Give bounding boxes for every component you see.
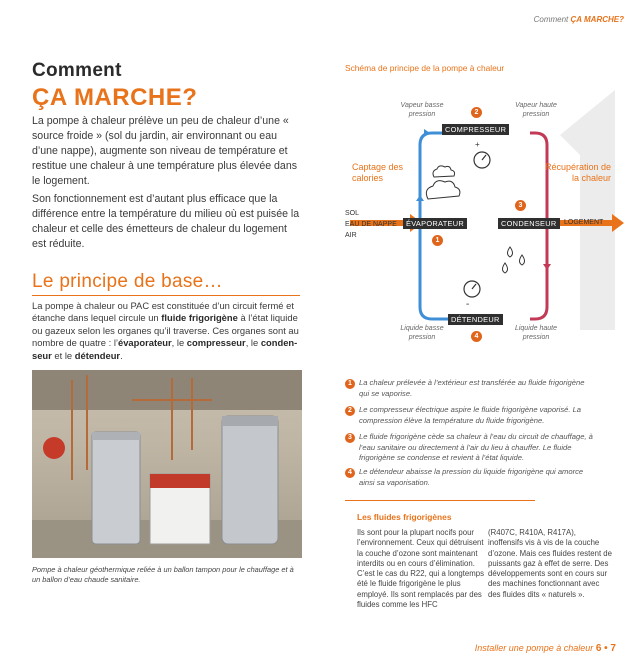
term-evaporateur: évaporateur [118,337,172,349]
compresseur-box: COMPRESSEUR [442,124,509,135]
heat-pump-illustration [32,370,302,558]
source-eau: EAU DE NAPPE [345,221,397,228]
header-highlight: ÇA MARCHE? [570,15,624,24]
term-fluide: fluide frigorigène [161,312,238,324]
diagram-title: Schéma de principe de la pompe à chaleur [345,63,505,73]
section-title-principe: Le principe de base… [32,271,223,292]
intro-paragraph-1: La pompe à chaleur prélève un peu de chaleur d’une « source froide » (sol du jardin, air environnant ou eau d’une nappe), augmente son niveau de température et restitue une chaleur à une température plus élevée dans le logement. [32,115,298,187]
source-air: AIR [345,232,357,239]
arrow-icon [416,195,424,201]
condenseur-box: CONDENSEUR [498,218,560,229]
droplet-icon [520,255,525,265]
step-item-2: 2 Le compresseur électrique aspire le fluide frigorigène vaporisé. La compression élève la température du fluide frigorigène. [345,405,595,426]
hot-pipe-bottom-right [530,223,547,319]
arrow-icon [543,264,551,270]
evaporateur-box: ÉVAPORATEUR [403,218,467,229]
fluids-title: Les fluides frigorigènes [357,512,452,522]
step-item-1: 1 La chaleur prélevée à l’extérieur est transférée au fluide frigorigène qui se vaporise. [345,378,595,399]
droplet-icon [508,247,513,257]
label-vapeur-hp: Vapeur haute pression [515,102,557,118]
title-comment: Comment [32,60,122,81]
label-captage: Captage des calories [352,162,404,183]
page-numbers: 6 • 7 [595,643,616,654]
vapor-cloud-icon [426,181,460,199]
running-header [534,15,624,24]
droplet-icon [503,263,508,273]
photo-caption: Pompe à chaleur géothermique reliée à un ballon tampon pour le chauffage et à un ballon d’eau chaude sanitaire. [32,565,294,584]
label-liquide-bp: Liquide basse pression [400,325,444,341]
heat-pump-photo [32,370,302,558]
vapor-cloud-icon [433,166,455,177]
badge-3: 3 [515,200,526,211]
badge-1: 1 [432,235,443,246]
header-prefix: Comment [533,15,569,24]
intro-paragraph-2: Son fonctionnement est d’autant plus efficace que la différence entre la température du milieu où est puisée la chaleur et celle des émetteurs de chaleur du logement est réduite. [32,193,300,250]
cold-pipe-top-left [420,133,454,223]
fluids-box-rule [345,500,535,501]
footer-text: Installer une pompe à chaleur [474,643,594,653]
source-list [345,208,397,241]
label-liquide-hp: Liquide haute pression [514,325,558,341]
label-vapeur-bp: Vapeur basse pression [400,102,444,118]
svg-text:+: + [475,140,480,149]
term-condenseur: condenseur [32,337,298,361]
fluids-column-2: (R407C, R410A, R417A), inoffensifs vis à vis de la couche d’ozone. Mais ces fluides restent de puissants gaz à effet de serre. Des développements sont en cours sur des machines fonctionnant avec des fluides dits « naturels ». [488,528,612,599]
source-sol: SOL [345,210,360,217]
badge-4: 4 [471,331,482,342]
step-item-4: 4 Le détendeur abaisse la pression du liquide frigorigène qui amorce ainsi sa vaporisation. [345,467,595,488]
title-ca-marche: ÇA MARCHE? [32,84,198,111]
svg-text:-: - [466,299,470,310]
badge-2: 2 [471,107,482,118]
fluids-column-1: Ils sont pour la plupart nocifs pour l’environnement. Ceux qui détruisent la couche d’ozone sont maintenant interdits ou en cours d’élimination. C’est le cas du R22, qui a longtemps été le fluide frigorigène le plus employé. Ils sont remplacés par des fluides comme les HFC [357,528,484,610]
section-divider [32,295,300,296]
page-footer [475,643,616,654]
principe-paragraph: La pompe à chaleur ou PAC est constituée d’un circuit fermé et étanche dans lequel circule un fluide frigorigène à l’état liquide ou gazeux selon les organes qu’il traverse. Ces organes sont au nombre de quatre : l’évaporateur, le compresseur, le condenseur et le détendeur. [32,300,299,361]
arrow-icon [424,129,430,137]
step-item-3: 3 Le fluide frigorigène cède sa chaleur à l’eau du circuit de chauffage, à l’eau sanitaire ou directement à l’air du lieu à chauffer. Le fluide frigorigène se condense et revient à l’état liquide. [345,432,595,464]
detendeur-box: DÉTENDEUR [448,314,503,325]
term-detendeur: détendeur [74,349,121,361]
label-logement: LOGEMENT [564,219,604,226]
label-recuperation: Récupération de la chaleur [544,162,611,183]
big-number-watermark [560,90,615,330]
term-compresseur: compresseur [186,337,246,349]
